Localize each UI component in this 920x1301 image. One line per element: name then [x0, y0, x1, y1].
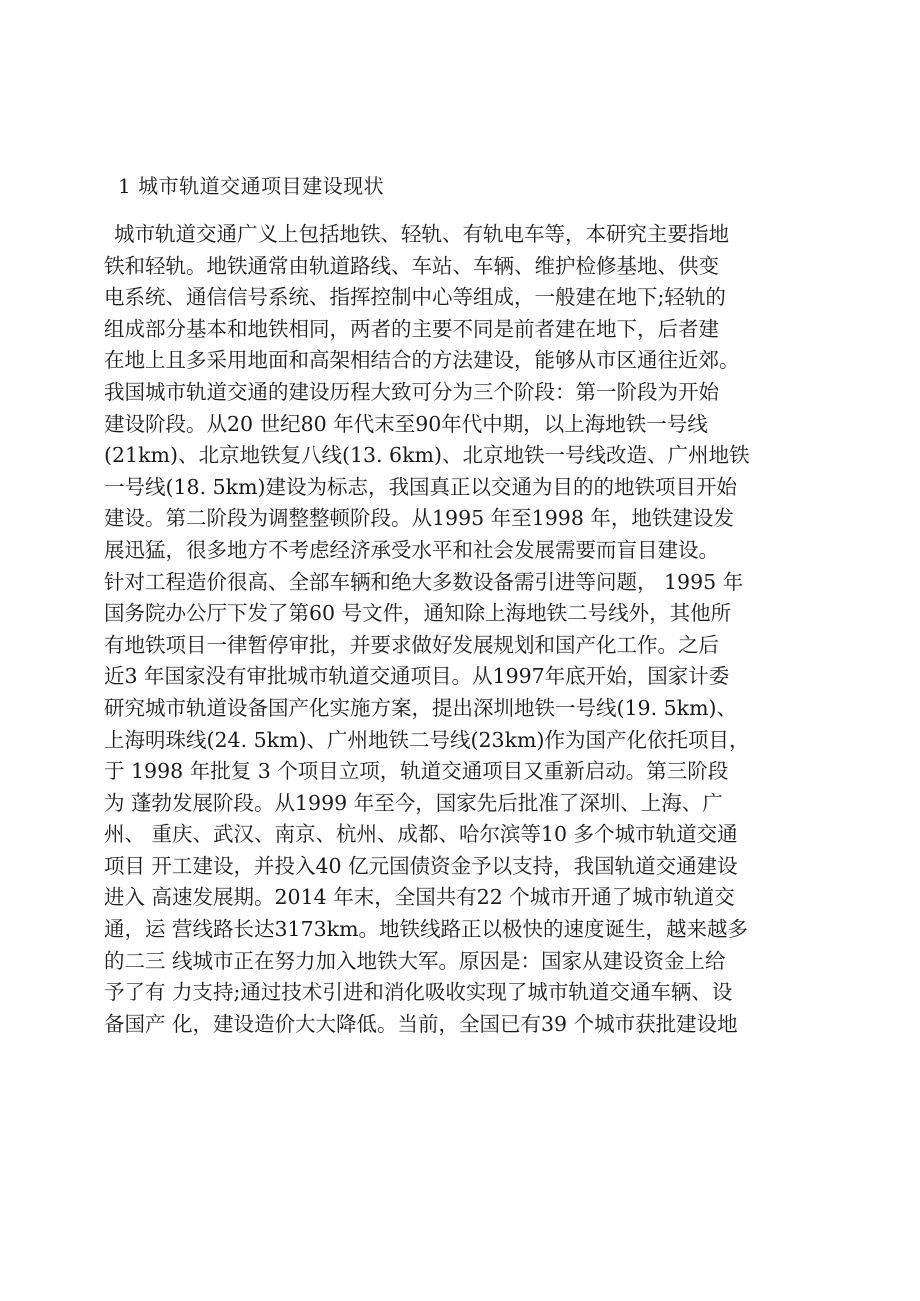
paragraph-line: 通，运 营线路长达3173km。地铁线路正以极快的速度诞生，越来越多: [104, 917, 749, 942]
paragraph-line: 电系统、通信信号系统、指挥控制中心等组成，一般建在地下;轻轨的: [104, 285, 726, 310]
paragraph-line: 有地铁项目一律暂停审批，并要求做好发展规划和国产化工作。之后: [104, 632, 719, 657]
paragraph-line: 国务院办公厅下发了第60 号文件，通知除上海地铁二号线外，其他所: [104, 601, 732, 626]
paragraph-line: 城市轨道交通广义上包括地铁、轻轨、有轨电车等，本研究主要指地: [114, 222, 729, 246]
paragraph-line: 项目 开工建设，并投入40 亿元国债资金予以支持，我国轨道交通建设: [104, 853, 738, 878]
paragraph-line: 展迅猛，很多地方不考虑经济承受水平和社会发展需要而盲目建设。: [104, 537, 719, 562]
paragraph-line: 我国城市轨道交通的建设历程大致可分为三个阶段：第一阶段为开始: [104, 379, 719, 404]
body-paragraph: [104, 219, 824, 1040]
paragraph-line: (21km)、北京地铁复八线(13. 6km)、北京地铁一号线改造、广州地铁: [104, 443, 750, 468]
paragraph-line: 于 1998 年批复 3 个项目立项，轨道交通项目又重新启动。第三阶段: [104, 759, 729, 784]
paragraph-line: 铁和轻轨。地铁通常由轨道路线、车站、车辆、维护检修基地、供变: [104, 253, 719, 278]
paragraph-line: 建设阶段。从20 世纪80 年代末至90年代中期，以上海地铁一号线: [104, 411, 708, 436]
paragraph-line: 备国产 化，建设造价大大降低。当前，全国已有39 个城市获批建设地: [104, 1011, 738, 1036]
paragraph-line: 针对工程造价很高、全部车辆和绝大多数设备需引进等问题， 1995 年: [104, 569, 744, 594]
section-heading: 1 城市轨道交通项目建设现状: [118, 174, 385, 198]
paragraph-line: 州、 重庆、武汉、南京、杭州、成都、哈尔滨等10 多个城市轨道交通: [104, 822, 738, 847]
paragraph-line: 进入 高速发展期。2014 年末，全国共有22 个城市开通了城市轨道交: [104, 885, 735, 910]
paragraph-line: 的二三 线城市正在努力加入地铁大军。原因是：国家从建设资金上给: [104, 948, 726, 973]
paragraph-line: 组成部分基本和地铁相同，两者的主要不同是前者建在地下，后者建: [104, 316, 719, 341]
paragraph-line: 近3 年国家没有审批城市轨道交通项目。从1997年底开始，国家计委: [104, 664, 730, 689]
paragraph-line: 一号线(18. 5km)建设为标志，我国真正以交通为目的的地铁项目开始: [104, 474, 738, 499]
paragraph-line: 上海明珠线(24. 5km)、广州地铁二号线(23km)作为国产化依托项目，: [104, 727, 750, 752]
paragraph-line: 在地上且多采用地面和高架相结合的方法建设，能够从市区通往近郊。: [104, 348, 740, 373]
paragraph-line: 研究城市轨道设备国产化实施方案，提出深圳地铁一号线(19. 5km)、: [104, 695, 738, 720]
paragraph-line: 为 蓬勃发展阶段。从1999 年至今，国家先后批准了深圳、上海、广: [104, 790, 723, 815]
paragraph-line: 建设。第二阶段为调整整顿阶段。从1995 年至1998 年，地铁建设发: [104, 506, 734, 531]
paragraph-line: 予了有 力支持;通过技术引进和消化吸收实现了城市轨道交通车辆、设: [104, 980, 733, 1005]
